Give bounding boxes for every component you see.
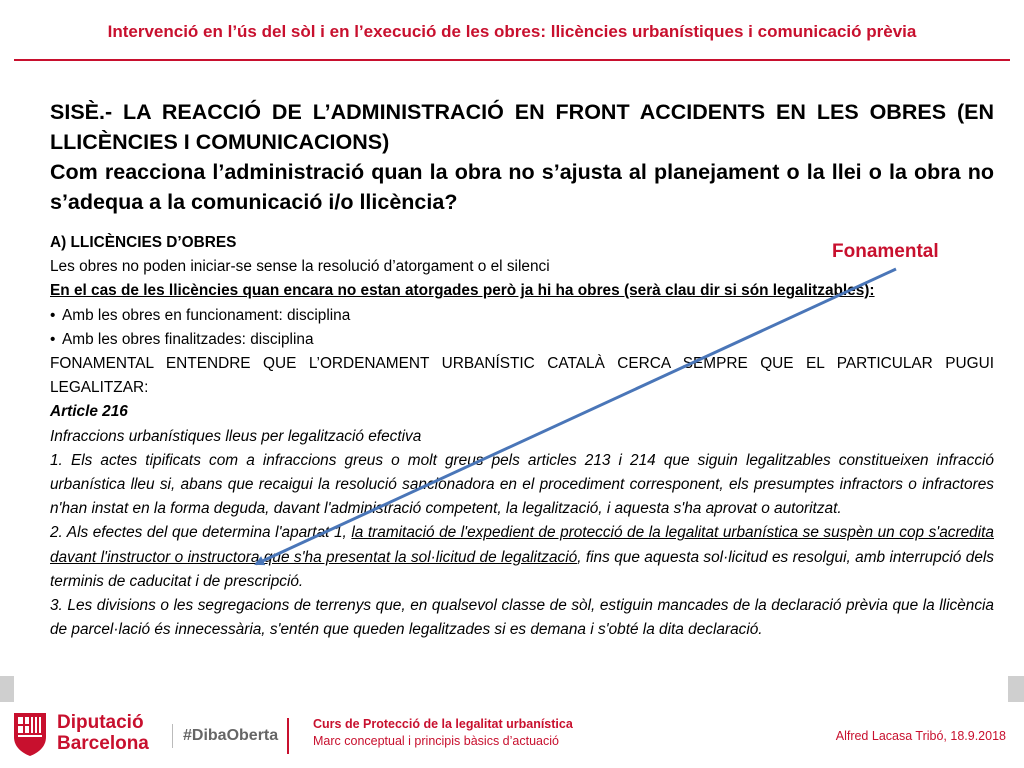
hashtag-dibaoberta: #DibaOberta (172, 724, 278, 748)
diputacio-logo-text (57, 712, 149, 754)
logo-line-2: Barcelona (57, 733, 149, 754)
paragraph-2-end: , fins que aquesta sol·licitud es resolgui, amb interrupció dels terminis de caducitat i de prescripció. (50, 548, 994, 590)
section-label: A) LLICÈNCIES D’OBRES (50, 234, 237, 251)
article-subtitle: Infraccions urbanístiques lleus per legalització efectiva (50, 427, 422, 445)
course-info (313, 716, 573, 750)
footer-band-inner (14, 676, 1008, 702)
footer-separator (287, 718, 289, 754)
footer (0, 702, 1024, 768)
callout-arrow-line (256, 269, 896, 564)
bullet-text: Amb les obres en funcionament: disciplina (62, 306, 351, 324)
body-line-1: Les obres no poden iniciar-se sense la resolució d’atorgament o el silenci (50, 258, 550, 276)
bullet-glyph: • (50, 306, 56, 324)
bullet-glyph: • (50, 330, 56, 348)
paragraph-2-underlined: la tramitació de l'expedient de protecció de la legalitat urbanística se suspèn un cop s'acredita davant l'instructor o instructora que s'ha presentat la sol·licitud de legalització (50, 524, 994, 566)
body-line-2: En el cas de les llicències quan encara no estan atorgades però ja hi ha obres (serà clau dir si són legalitzables): (50, 282, 875, 300)
callout-label-fonamental: Fonamental (832, 241, 939, 262)
fonamental-statement: FONAMENTAL ENTENDRE QUE L’ORDENAMENT URBANÍSTIC CATALÀ CERCA SEMPRE QUE EL PARTICULAR PUGUI LEGALITZAR: (50, 355, 994, 397)
author-date: Alfred Lacasa Tribó, 18.9.2018 (835, 729, 1006, 743)
sub-heading-question: Com reacciona l’administració quan la obra no s’ajusta al planejament o la llei o la obra no s’adequa a la comunicació i/o llicència? (50, 160, 994, 214)
course-title: Curs de Protecció de la legalitat urbanística (313, 717, 573, 731)
article-title: Article 216 (50, 403, 128, 421)
course-subtitle: Marc conceptual i principis bàsics d’actuació (313, 734, 559, 748)
slide-header-title: Intervenció en l’ús del sòl i en l’execució de les obres: llicències urbanístiques i comunicació prèvia (107, 22, 917, 41)
paragraph-2-start: 2. Als efectes del que determina l'apartat 1, (50, 524, 352, 542)
diputacio-shield-icon (12, 711, 48, 757)
main-heading: SISÈ.- LA REACCIÓ DE L’ADMINISTRACIÓ EN FRONT ACCIDENTS EN LES OBRES (EN LLICÈNCIES I COMUNICACIONS) (50, 100, 994, 154)
article-paragraph-3: 3. Les divisions o les segregacions de terrenys que, en qualsevol classe de sòl, estiguin mancades de la declaració prèvia que la llicència de parcel·lació és innecessària, s'entén que queden legalitzades si es demana i s'obté la dita declaració. (50, 597, 994, 639)
logo-line-1: Diputació (57, 712, 144, 733)
bullet-text: Amb les obres finalitzades: disciplina (62, 330, 314, 348)
article-paragraph-1: 1. Els actes tipificats com a infraccions greus o molt greus pels articles 213 i 214 que siguin legalitzables constitueixen infracció urbanística lleu si, abans que recaigui la resolució sancionadora en el procediment corresponent, els presumptes infractors o infractores n'han instat en la forma deguda, davant l'administració competent, la legalització, i aquesta s'ha aprovat o autoritzat. (50, 451, 994, 518)
